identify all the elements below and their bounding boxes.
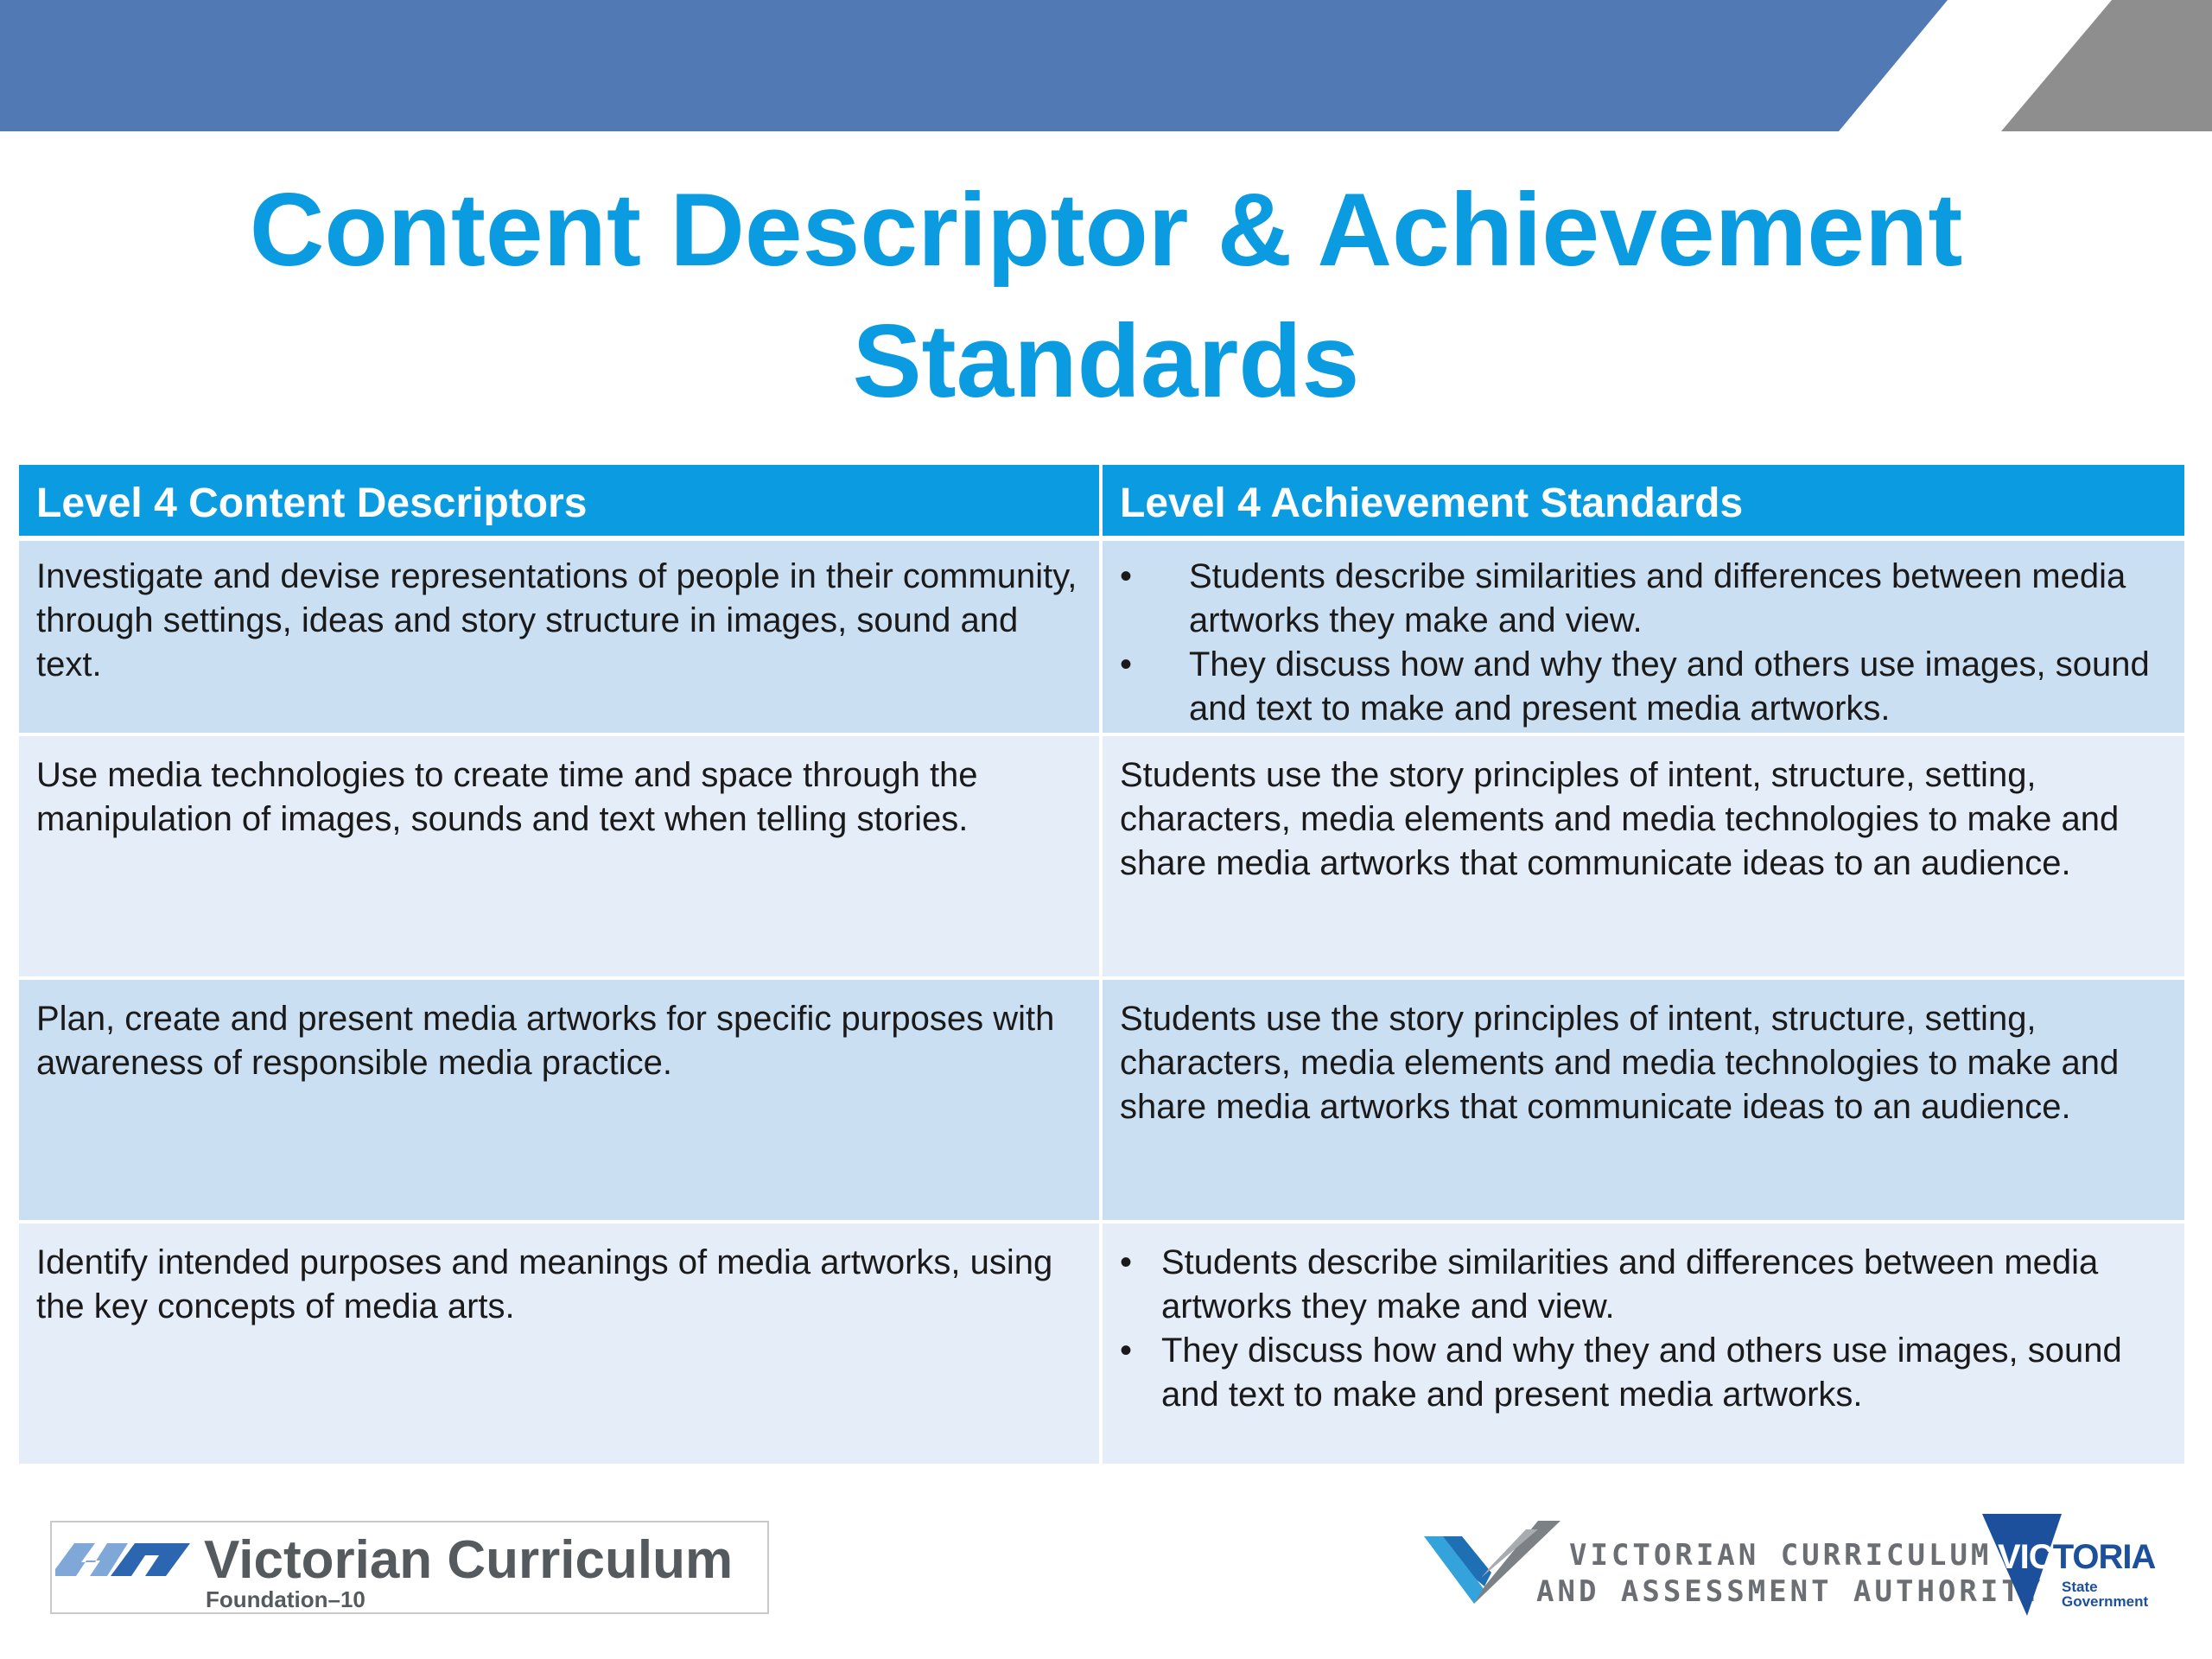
victoria-sub: State Government (2062, 1579, 2149, 1610)
bullet-icon: • (1120, 1332, 1133, 1370)
descriptor-cell: Plan, create and present media artworks for specific purposes with awareness of responsible media practice. (19, 980, 1099, 1220)
table-row (19, 980, 2184, 1224)
list-item: • They discuss how and why they and others use images, sound and text to make and present media artworks. (1120, 1329, 2167, 1417)
title-line-1: Content Descriptor & Achievement (249, 172, 1963, 288)
standard-bullet-list (1120, 555, 2167, 731)
list-item: • Students describe similarities and differences between media artworks they make and view. (1120, 555, 2167, 643)
table-row (19, 1224, 2184, 1464)
title-line-2: Standards (852, 303, 1360, 419)
header-content-descriptors: Level 4 Content Descriptors (19, 465, 1099, 536)
victoria-government-logo (1982, 1514, 2164, 1616)
standard-bullet-list (1120, 1241, 2167, 1417)
vcaa-line-2: AND ASSESSMENT AUTHORITY (1536, 1574, 2044, 1609)
descriptor-cell: Identify intended purposes and meanings of media artworks, using the key concepts of media arts. (19, 1224, 1099, 1464)
vc-logo-sub: Foundation–10 (206, 1586, 365, 1612)
standard-cell (1099, 541, 2184, 733)
bullet-icon: • (1120, 1243, 1133, 1281)
descriptor-cell: Use media technologies to create time and space through the manipulation of images, sounds and text when telling stories. (19, 736, 1099, 976)
victoria-name: VICTORIA (1998, 1538, 2156, 1576)
standard-cell: Students use the story principles of intent, structure, setting, characters, media elements and media technologies to make and share media artworks that communicate ideas to an audience. (1099, 980, 2184, 1220)
standard-cell: Students use the story principles of intent, structure, setting, characters, media elements and media technologies to make and share media artworks that communicate ideas to an audience. (1099, 736, 2184, 976)
bullet-icon: • (1120, 645, 1133, 683)
standard-cell (1099, 1224, 2184, 1464)
vcaa-logo (1424, 1517, 2044, 1612)
top-banner (0, 0, 2212, 131)
bullet-icon: • (1120, 557, 1133, 595)
vc-mark-icon (55, 1535, 194, 1590)
descriptor-cell: Investigate and devise representations of people in their community, through settings, ideas and story structure in images, sound and text. (19, 541, 1099, 733)
victorian-curriculum-logo (50, 1521, 769, 1614)
table-row (19, 736, 2184, 980)
standards-table (19, 465, 2184, 1464)
list-item: • They discuss how and why they and others use images, sound and text to make and present media artworks. (1120, 643, 2167, 731)
table-row (19, 541, 2184, 736)
list-item: • Students describe similarities and differences between media artworks they make and view. (1120, 1241, 2167, 1329)
vc-logo-name: Victorian Curriculum (204, 1530, 734, 1590)
table-header-row (19, 465, 2184, 541)
page-title (0, 164, 2212, 427)
vcaa-line-1: VICTORIAN CURRICULUM (1569, 1538, 1993, 1573)
header-achievement-standards: Level 4 Achievement Standards (1099, 465, 2184, 536)
